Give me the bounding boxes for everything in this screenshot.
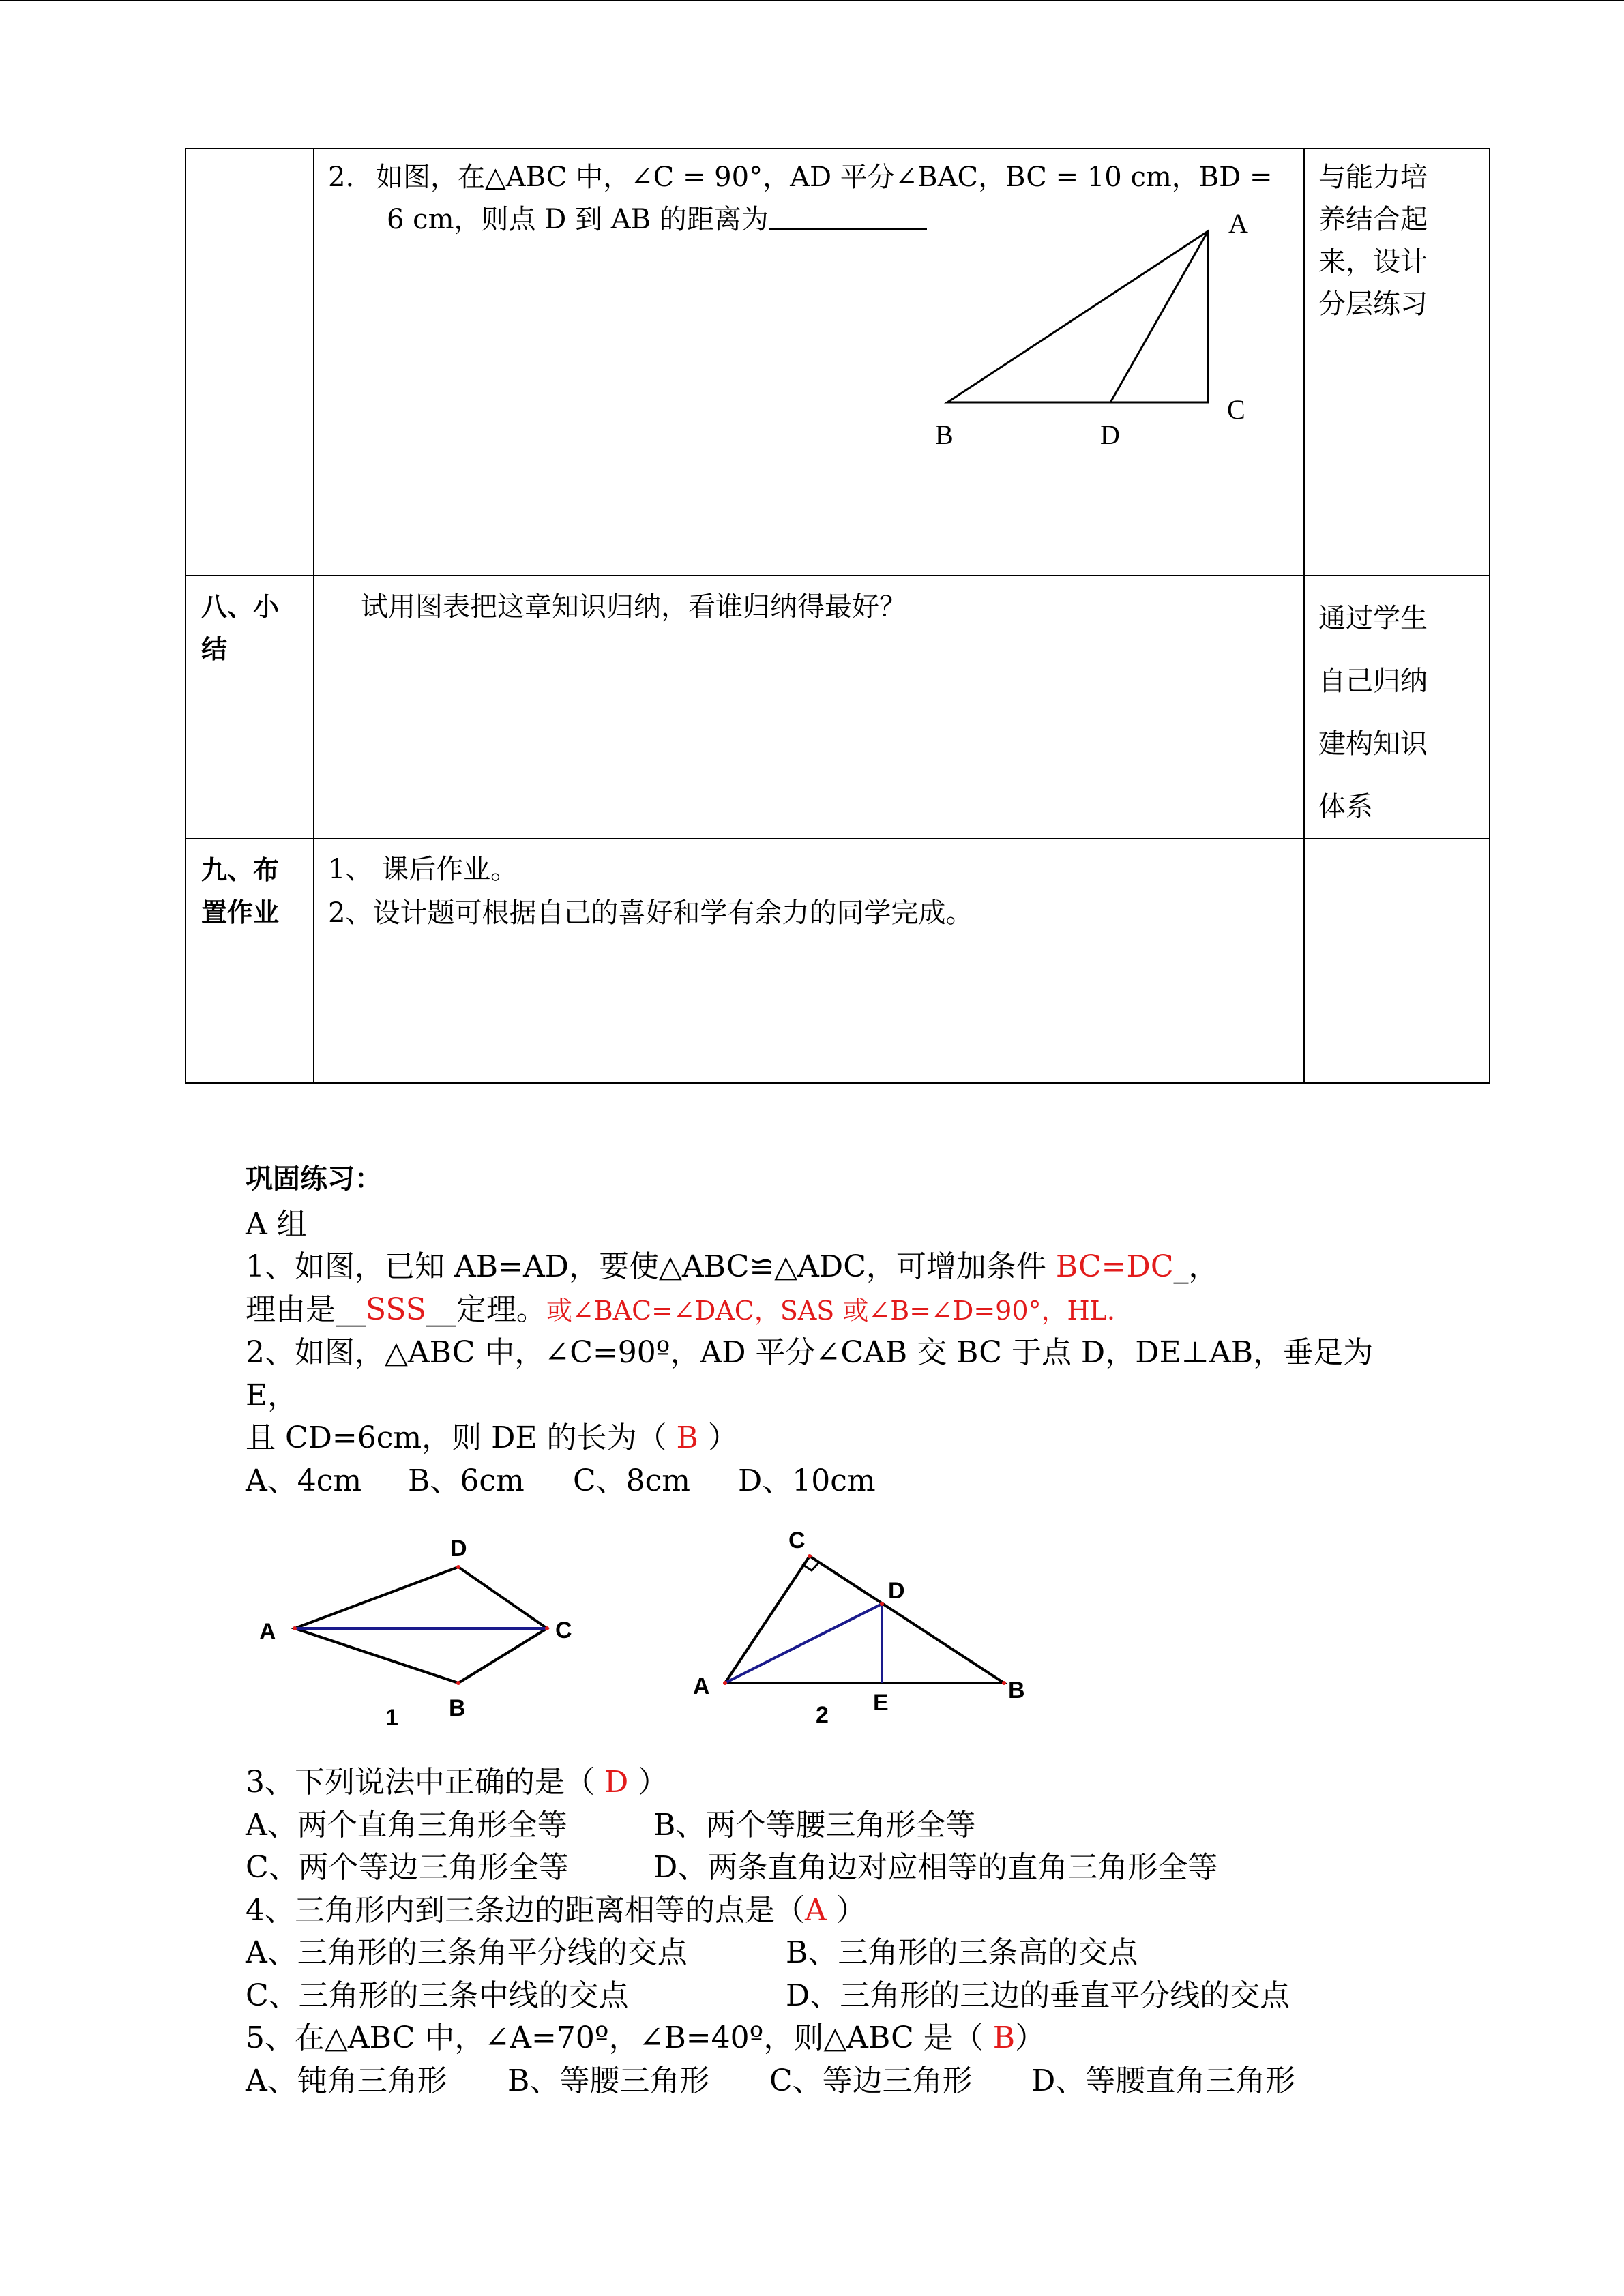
point-b — [456, 1681, 460, 1685]
label-line: 结 — [201, 633, 228, 664]
q2-answer: B — [676, 1420, 698, 1455]
option: D、三角形的三边的垂直平分线的交点 — [786, 1978, 1290, 2013]
q1-text-end: _， — [1173, 1249, 1219, 1284]
q5-text: 5、在△ABC 中，∠A=70º，∠B=40º，则△ABC 是（ — [246, 2021, 993, 2055]
q5-text-end: ） — [1015, 2021, 1046, 2055]
note-line: 体系 — [1318, 791, 1373, 822]
option: C、两个等边三角形全等 — [246, 1850, 569, 1885]
q2-options — [246, 1460, 1391, 1503]
q3-options-row — [246, 1804, 1391, 1847]
label-line: 置作业 — [201, 897, 280, 927]
q2-text-end: ） — [698, 1420, 738, 1455]
fig2-caption: 2 — [816, 1702, 829, 1728]
fig2-label-a: A — [693, 1673, 710, 1699]
note-line: 与能力培 — [1318, 162, 1428, 193]
option: B、6cm — [408, 1463, 525, 1498]
q1-blank-pre: __ — [336, 1292, 366, 1327]
option: D、两条直角边对应相等的直角三角形全等 — [653, 1850, 1218, 1885]
note-line: 通过学生 — [1318, 603, 1428, 634]
homework-cell — [314, 839, 1304, 1083]
question-number: 2. — [328, 162, 355, 193]
point-b — [1002, 1681, 1006, 1685]
row1-note-cell — [1304, 149, 1490, 576]
q4-text-end: ） — [826, 1892, 866, 1928]
option: C、8cm — [573, 1463, 691, 1498]
row1-question-cell — [314, 149, 1304, 576]
label-a: A — [1228, 208, 1248, 239]
segment-ad — [1110, 231, 1208, 402]
practice-heading: 巩固练习： — [246, 1163, 382, 1195]
row2-note-cell — [1304, 576, 1490, 839]
q1-reason-label: 理由是 — [246, 1292, 336, 1327]
fig1-label-b: B — [449, 1695, 466, 1721]
q2-text: 且 CD=6cm，则 DE 的长为（ — [246, 1420, 677, 1455]
section-label-summary — [186, 576, 314, 839]
label-b: B — [935, 419, 954, 450]
note-line: 来，设计 — [1318, 246, 1428, 278]
point-c — [808, 1554, 812, 1558]
question-1-line-1 — [246, 1246, 1391, 1289]
option: D、等腰直角三角形 — [1031, 2063, 1296, 2098]
lesson-plan-table — [185, 148, 1490, 1084]
summary-text: 试用图表把这章知识归纳，看谁归纳得最好？ — [314, 576, 1304, 839]
homework-item: 1、 课后作业。 — [328, 854, 518, 885]
q4-answer: A — [805, 1892, 827, 1928]
q1-theorem-label: 定理。 — [456, 1292, 546, 1327]
point-c — [545, 1626, 549, 1630]
triangle-abc — [947, 231, 1208, 402]
fig2-label-d: D — [888, 1578, 905, 1604]
q1-reason-answer: SSS — [366, 1292, 426, 1327]
q4-text: 4、三角形内到三条边的距离相等的点是（ — [246, 1892, 805, 1928]
option: B、等腰三角形 — [507, 2063, 710, 2098]
question-2-line-3 — [246, 1417, 1391, 1460]
fig2-label-c: C — [788, 1527, 806, 1553]
q3-answer: D — [604, 1765, 629, 1800]
fig1-label-c: C — [555, 1617, 572, 1643]
fig2-label-b: B — [1008, 1678, 1025, 1703]
top-border-line — [0, 0, 1624, 1]
table-row-exercise — [186, 149, 1490, 576]
homework-item: 2、设计题可根据自己的喜好和学有余力的同学完成。 — [328, 897, 973, 929]
q1-text: 1、如图，已知 AB=AD，要使△ABC≌△ADC，可增加条件 — [246, 1249, 1056, 1284]
row1-label-cell — [186, 149, 314, 576]
fig1-label-d: D — [450, 1536, 467, 1562]
question-3 — [246, 1761, 1391, 1804]
label-line: 八、小 — [201, 591, 280, 622]
question-line-1: 如图，在△ABC 中，∠C = 90°，AD 平分∠BAC，BC = 10 cm，BD = — [376, 162, 1273, 193]
question-5 — [246, 2017, 1391, 2060]
option: A、4cm — [246, 1463, 362, 1498]
label-d: D — [1100, 419, 1120, 450]
group-label: A 组 — [246, 1206, 307, 1242]
q5-options — [246, 2060, 1391, 2103]
q1-blank-post: __ — [426, 1292, 456, 1327]
option: A、钝角三角形 — [246, 2063, 447, 2098]
option: C、三角形的三条中线的交点 — [246, 1978, 629, 2013]
fig1-caption: 1 — [385, 1705, 398, 1731]
q1-alternative-answers: 或∠BAC=∠DAC，SAS 或∠B=∠D=90°，HL. — [546, 1295, 1115, 1326]
row3-note-cell — [1304, 839, 1490, 1083]
quad-abcd — [295, 1567, 547, 1683]
option: A、两个直角三角形全等 — [246, 1807, 567, 1843]
point-d — [456, 1565, 460, 1569]
table-row-homework — [186, 839, 1490, 1083]
q4-options-row — [246, 1975, 1391, 2018]
point-d — [880, 1602, 884, 1606]
triangle-abc — [725, 1556, 1004, 1683]
practice-figures — [246, 1521, 1064, 1739]
note-line: 分层练习 — [1318, 288, 1428, 320]
segment-ad — [725, 1604, 882, 1683]
note-line: 建构知识 — [1318, 728, 1428, 760]
table-row-summary — [186, 576, 1490, 839]
point-a — [723, 1681, 727, 1685]
figure-2-right-triangle — [693, 1527, 1025, 1728]
point-a — [293, 1626, 297, 1630]
q3-text: 3、下列说法中正确的是（ — [246, 1765, 604, 1800]
note-line: 养结合起 — [1318, 204, 1428, 235]
q5-answer: B — [992, 2021, 1016, 2055]
q3-options-row — [246, 1847, 1391, 1890]
question-4 — [246, 1890, 1391, 1933]
question-line-2: 6 cm，则点 D 到 AB 的距离为 — [387, 204, 769, 235]
fig2-label-e: E — [873, 1690, 889, 1716]
figure-1-quadrilateral — [259, 1536, 572, 1731]
triangle-figure-abc — [314, 149, 1278, 576]
option: B、三角形的三条高的交点 — [786, 1935, 1138, 1970]
label-line: 九、布 — [201, 854, 280, 885]
option: D、10cm — [738, 1463, 876, 1498]
question-2-line-1: 2、如图，△ABC 中，∠C=90º，AD 平分∠CAB 交 BC 于点 D，DE⊥AB，垂足为 — [246, 1335, 1374, 1370]
fig1-label-a: A — [259, 1619, 276, 1645]
option: B、两个等腰三角形全等 — [653, 1807, 976, 1843]
note-line: 自己归纳 — [1318, 666, 1428, 697]
question-2-line-2: E， — [246, 1377, 298, 1413]
q3-text-end: ） — [628, 1765, 668, 1800]
q1-answer: BC=DC — [1055, 1249, 1174, 1284]
option: A、三角形的三条角平分线的交点 — [246, 1935, 688, 1970]
q4-options-row — [246, 1932, 1391, 1975]
label-c: C — [1227, 394, 1245, 425]
question-1-line-2 — [246, 1289, 1391, 1332]
option: C、等边三角形 — [769, 2063, 973, 2098]
section-label-homework — [186, 839, 314, 1083]
